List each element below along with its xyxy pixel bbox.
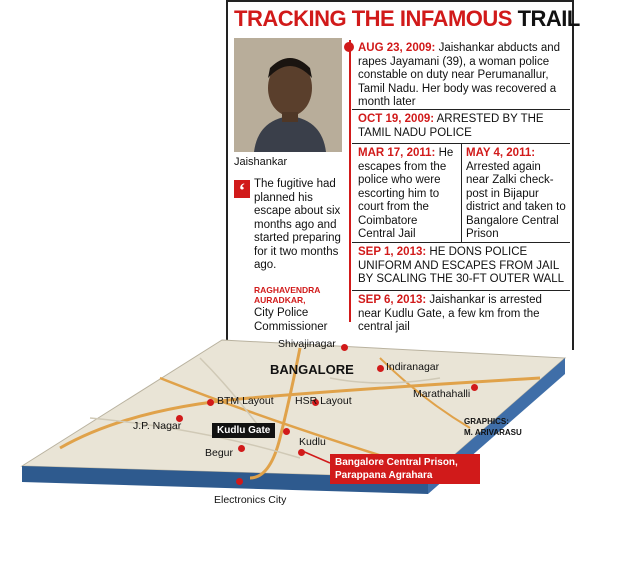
kudlu-gate-tag: Kudlu Gate xyxy=(212,423,275,438)
event-date: AUG 23, 2009: xyxy=(358,42,436,54)
marker-indiranagar xyxy=(377,365,384,372)
event-5 xyxy=(358,246,568,287)
place-jp-nagar: J.P. Nagar xyxy=(133,420,182,432)
quote-icon: ‘ xyxy=(234,180,250,198)
prison-tag: Bangalore Central Prison, Parappana Agrahara xyxy=(330,454,480,484)
divider xyxy=(352,242,570,243)
marker-marathahalli xyxy=(471,384,478,391)
place-kudlu: Kudlu xyxy=(299,436,326,448)
marker-prison xyxy=(298,449,305,456)
event-date: OCT 19, 2009: xyxy=(358,113,435,125)
photo-caption: Jaishankar xyxy=(234,156,288,168)
headline-part-red: TRACKING THE INFAMOUS xyxy=(234,6,512,31)
graphics-credit xyxy=(464,416,522,438)
place-begur: Begur xyxy=(205,447,234,459)
divider-vertical xyxy=(461,143,462,242)
divider xyxy=(352,109,570,110)
event-text: HE DONS POLICE UNIFORM AND ESCAPES FROM JAIL BY SCALING THE 30-FT OUTER WALL xyxy=(358,246,564,285)
place-shivajinagar: Shivajinagar xyxy=(278,338,336,350)
event-date: MAR 17, 2011: xyxy=(358,147,436,159)
event-text: Jaishankar abducts and rapes Jayamani (39), a woman police constable on duty near Perumanallur, Tamil Nadu. Her body was recovered a month later xyxy=(358,42,561,108)
place-hsr-layout: HSR Layout xyxy=(295,395,352,407)
credit-label: GRAPHICS: xyxy=(464,417,509,426)
jaishankar-photo xyxy=(234,38,342,152)
event-2 xyxy=(358,113,564,140)
portrait-illustration xyxy=(234,38,342,152)
place-electronics-city: Electronics City xyxy=(214,494,287,506)
event-date: SEP 6, 2013: xyxy=(358,294,427,306)
credit-name: M. ARIVARASU xyxy=(464,428,522,437)
bangalore-map xyxy=(0,318,636,566)
quote-text: The fugitive had planned his escape about six months ago and started preparing for it two months ago. xyxy=(254,178,341,271)
place-btm-layout: BTM Layout xyxy=(217,395,274,407)
marker-shivajinagar xyxy=(341,344,348,351)
marker-btm-layout xyxy=(207,399,214,406)
place-city: BANGALORE xyxy=(270,362,354,377)
event-3 xyxy=(358,147,456,242)
marker-electronics-city xyxy=(236,478,243,485)
headline-part-black: TRAIL xyxy=(517,6,580,31)
event-text: He escapes from the police who were escorting him to court from the Coimbatore Central Jail xyxy=(358,147,454,240)
marker-begur xyxy=(238,445,245,452)
headline xyxy=(234,6,580,32)
event-date: SEP 1, 2013: xyxy=(358,246,427,258)
event-4 xyxy=(466,147,566,242)
place-indiranagar: Indiranagar xyxy=(386,361,440,373)
quote-author-role: City Police Commissioner xyxy=(254,307,328,333)
event-text: Jaishankar is arrested near Kudlu Gate, a few km from the central jail xyxy=(358,294,542,333)
place-marathahalli: Marathahalli xyxy=(413,388,471,400)
event-1 xyxy=(358,42,564,110)
timeline-line xyxy=(349,40,351,322)
marker-kudlu-gate xyxy=(283,428,290,435)
quote-author: RAGHAVENDRA AURADKAR, xyxy=(254,285,321,305)
event-text: ARRESTED BY THE TAMIL NADU POLICE xyxy=(358,113,544,139)
event-text: Arrested again near Zalki check-post in Bijapur district and taken to Bangalore Central Prison xyxy=(466,160,566,240)
timeline-panel xyxy=(226,0,580,350)
divider xyxy=(352,290,570,291)
event-date: MAY 4, 2011: xyxy=(466,147,536,159)
